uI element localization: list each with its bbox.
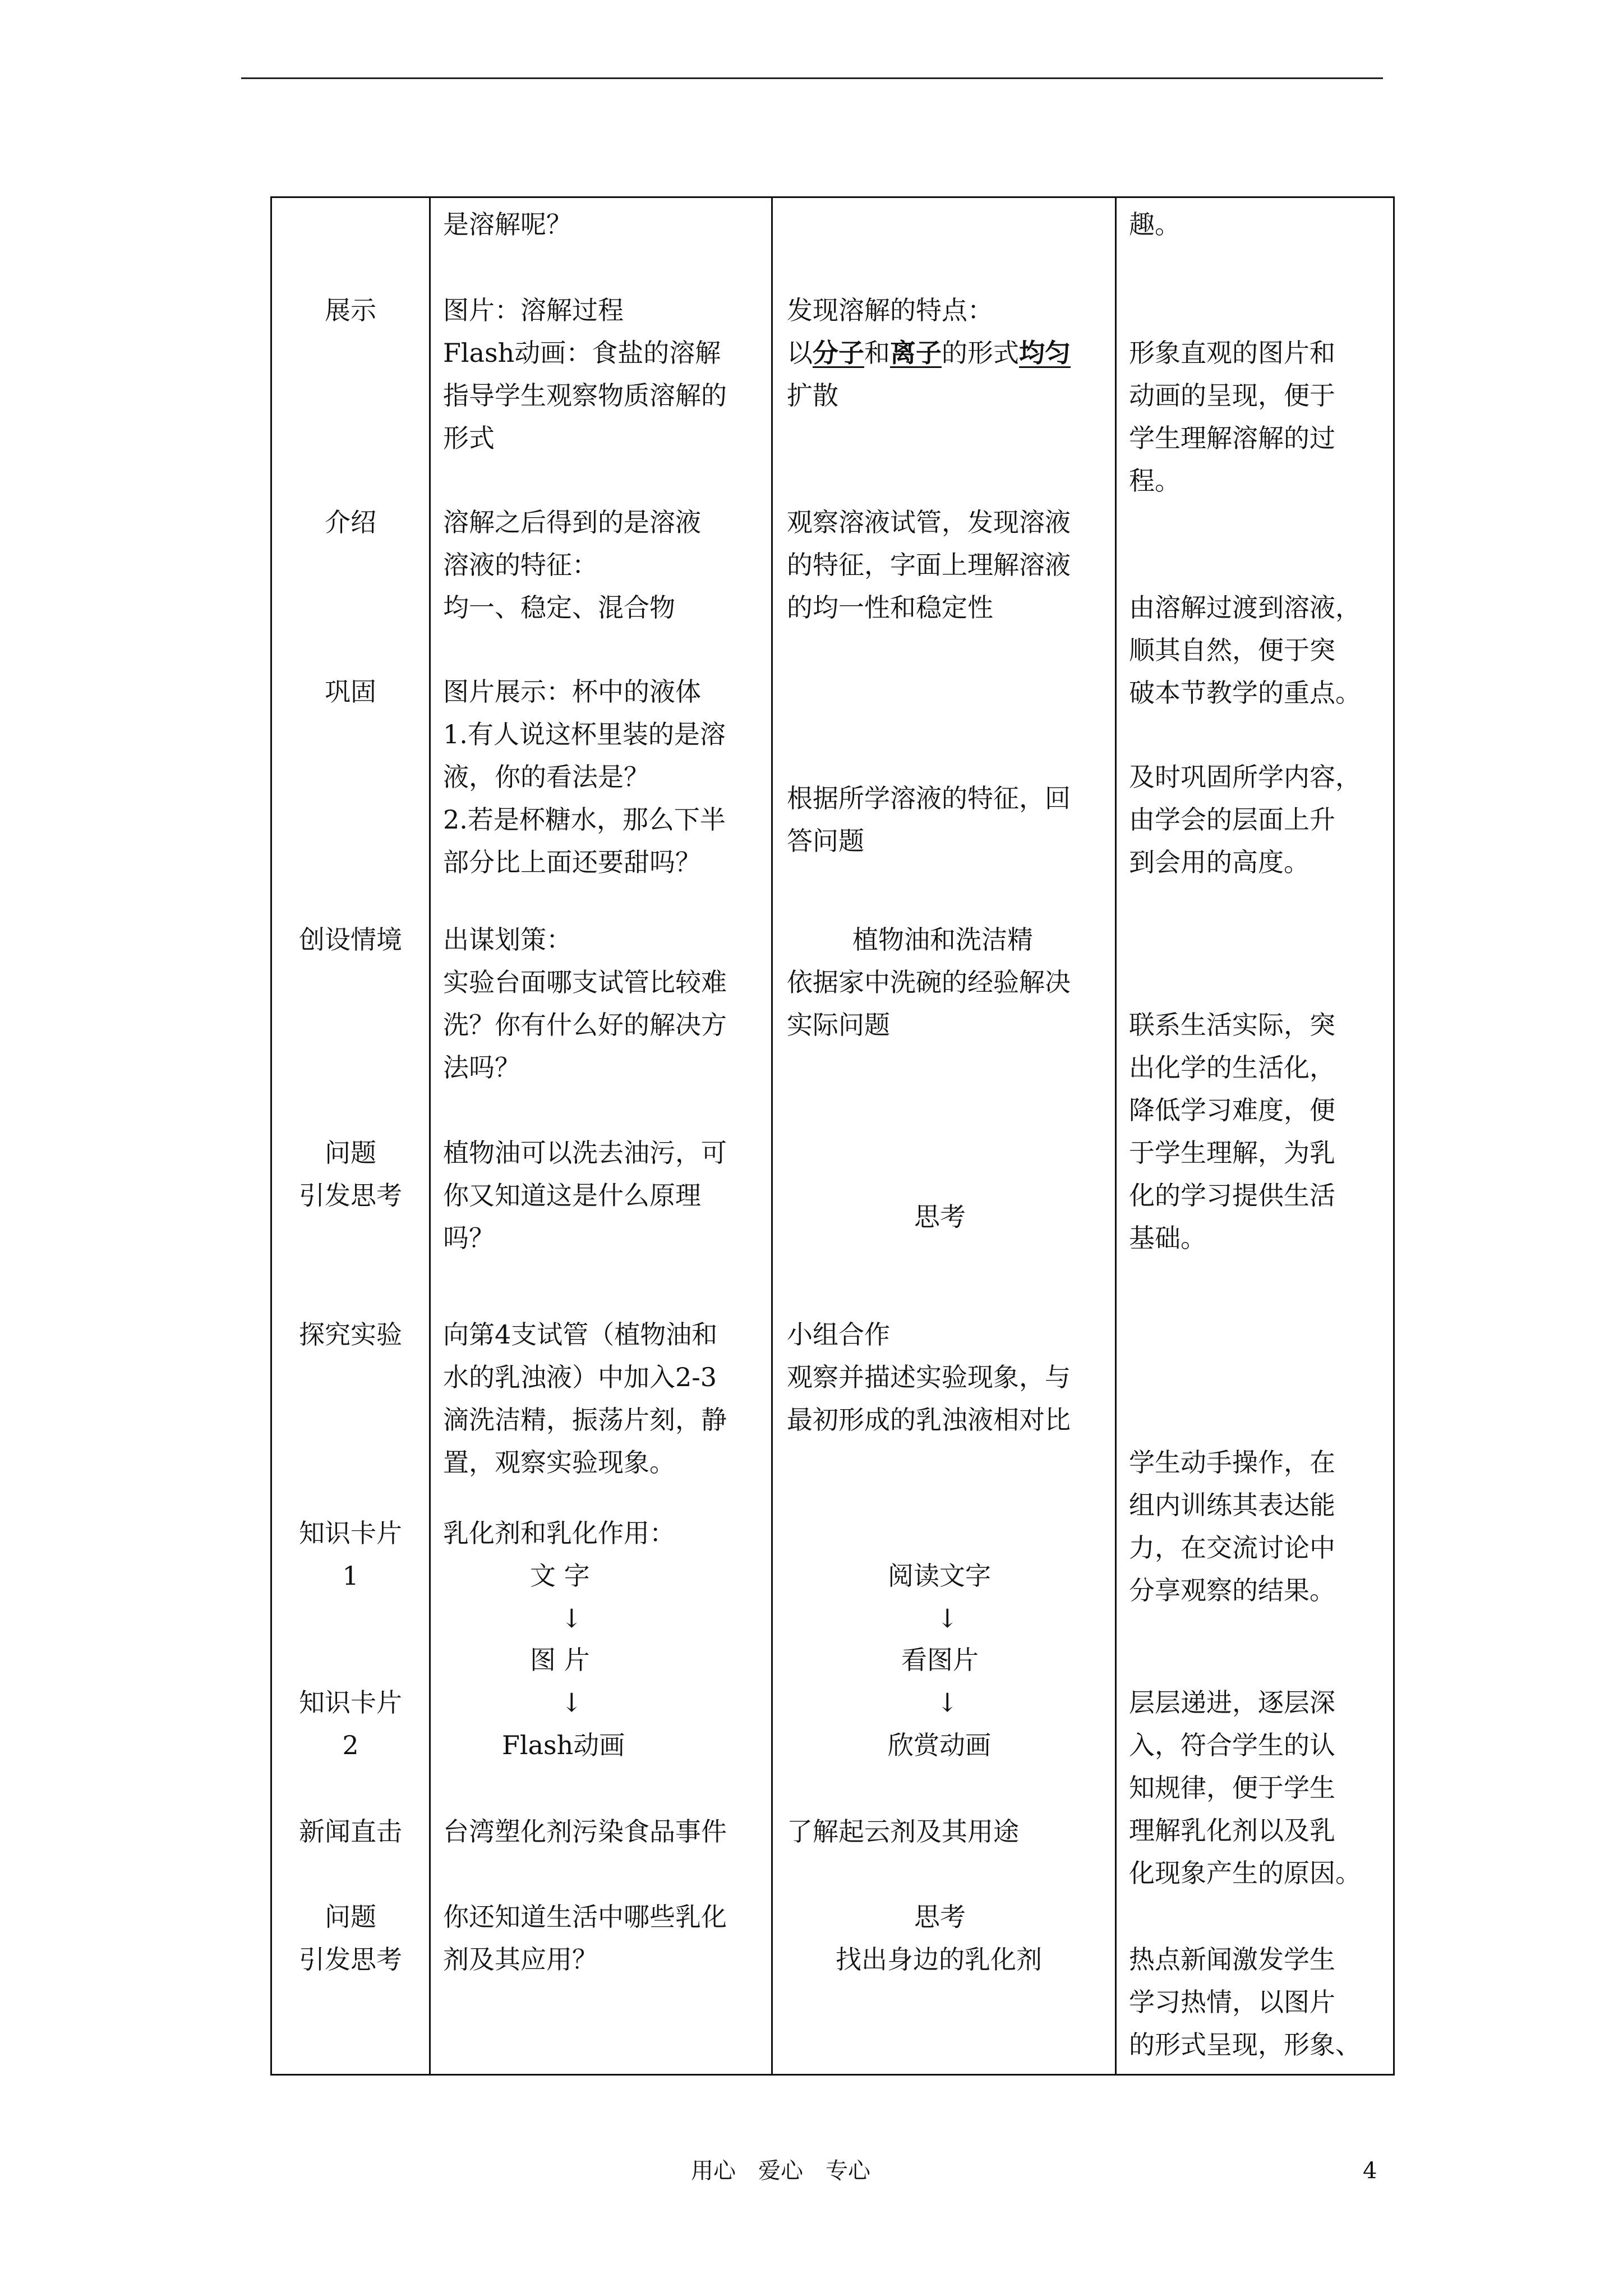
teacher-text: 洗？你有什么好的解决方	[443, 1010, 727, 1040]
intent-text: 的形式呈现，形象、	[1129, 2030, 1361, 2060]
teacher-text: 向第4支试管（植物油和	[443, 1319, 718, 1350]
intent-text: 由学会的层面上升	[1129, 804, 1335, 835]
student-text: 小组合作	[787, 1319, 890, 1350]
intent-text: 由溶解过渡到溶液，	[1129, 592, 1361, 623]
stage-label: 新闻直击	[299, 1816, 402, 1847]
student-text: 最初形成的乳浊液相对比	[787, 1405, 1071, 1435]
intent-text: 基础。	[1129, 1223, 1206, 1253]
column-divider-2	[771, 198, 773, 2074]
stage-label: 知识卡片	[299, 1687, 402, 1718]
intent-text: 力，在交流讨论中	[1129, 1533, 1335, 1563]
intent-text: 趣。	[1129, 209, 1181, 240]
teacher-text: 是溶解呢？	[443, 209, 572, 240]
intent-text: 化现象产生的原因。	[1129, 1858, 1361, 1888]
stage-label: 1	[342, 1561, 359, 1591]
lesson-plan-table	[270, 196, 1395, 2076]
intent-text: 分享观察的结果。	[1129, 1575, 1335, 1605]
student-text-mixed: 以分子和离子的形式均匀	[787, 338, 1071, 368]
teacher-text: 液，你的看法是？	[443, 762, 649, 792]
intent-text: 及时巩固所学内容，	[1129, 762, 1361, 792]
down-arrow-icon: ↓	[937, 1687, 958, 1718]
stage-label: 2	[342, 1730, 359, 1760]
intent-text: 学生理解溶解的过	[1129, 423, 1335, 453]
student-text: 观察并描述实验现象，与	[787, 1362, 1071, 1392]
teacher-text: 溶解之后得到的是溶液	[443, 507, 701, 537]
student-text: 依据家中洗碗的经验解决	[787, 967, 1071, 997]
intent-text: 理解乳化剂以及乳	[1129, 1815, 1335, 1846]
intent-text: 知规律，便于学生	[1129, 1773, 1335, 1803]
teacher-text: 水的乳浊液）中加入2-3	[443, 1362, 717, 1392]
teacher-text: 出谋划策：	[443, 924, 572, 955]
stage-label: 创设情境	[299, 924, 402, 955]
student-text: 发现溶解的特点：	[787, 295, 993, 325]
teacher-text: 植物油可以洗去油污，可	[443, 1138, 727, 1168]
stage-label: 展示	[325, 295, 376, 325]
teacher-text: 置，观察实验现象。	[443, 1447, 675, 1478]
student-text: 思考	[914, 1902, 966, 1932]
teacher-text: 图片展示：杯中的液体	[443, 677, 701, 707]
student-text: 答问题	[787, 826, 864, 856]
flow-step: 看图片	[901, 1645, 979, 1675]
student-text: 植物油和洗洁精	[852, 924, 1033, 955]
intent-text: 层层递进，逐层深	[1129, 1687, 1335, 1718]
teacher-text: 吗？	[443, 1223, 495, 1253]
intent-text: 破本节教学的重点。	[1129, 678, 1361, 708]
teacher-text: 滴洗洁精，振荡片刻，静	[443, 1405, 727, 1435]
flow-step: 图 片	[530, 1645, 590, 1675]
student-text: 找出身边的乳化剂	[836, 1944, 1042, 1975]
teacher-text: 部分比上面还要甜吗？	[443, 847, 701, 877]
stage-label: 引发思考	[299, 1180, 402, 1211]
intent-text: 动画的呈现，便于	[1129, 380, 1335, 411]
down-arrow-icon: ↓	[561, 1687, 583, 1718]
teacher-text: Flash动画：食盐的溶解	[443, 338, 721, 368]
stage-label: 引发思考	[299, 1944, 402, 1975]
stage-label: 探究实验	[299, 1319, 402, 1350]
student-text: 了解起云剂及其用途	[787, 1816, 1019, 1847]
teacher-text: 图片：溶解过程	[443, 295, 624, 325]
intent-text: 联系生活实际，突	[1129, 1010, 1335, 1040]
stage-label: 巩固	[325, 677, 376, 707]
flow-step: 欣赏动画	[888, 1730, 991, 1760]
down-arrow-icon: ↓	[937, 1603, 958, 1634]
intent-text: 化的学习提供生活	[1129, 1180, 1335, 1211]
intent-text: 入，符合学生的认	[1129, 1730, 1335, 1760]
student-text: 扩散	[787, 380, 838, 411]
intent-text: 热点新闻激发学生	[1129, 1944, 1335, 1975]
intent-text: 顺其自然，便于突	[1129, 635, 1335, 665]
intent-text: 组内训练其表达能	[1129, 1490, 1335, 1520]
intent-text: 学习热情，以图片	[1129, 1987, 1335, 2017]
flow-step: Flash动画	[502, 1730, 625, 1760]
stage-label: 问题	[325, 1902, 376, 1932]
intent-text: 出化学的生活化，	[1129, 1052, 1335, 1083]
teacher-text: 1.有人说这杯里装的是溶	[443, 719, 726, 749]
teacher-text: 溶液的特征：	[443, 550, 598, 580]
footer-motto: 用心 爱心 专心	[691, 2158, 870, 2184]
flow-step: 文 字	[530, 1561, 590, 1591]
teacher-text: 乳化剂和乳化作用：	[443, 1518, 675, 1548]
teacher-text: 剂及其应用？	[443, 1944, 598, 1975]
intent-text: 于学生理解，为乳	[1129, 1138, 1335, 1168]
teacher-text: 你还知道生活中哪些乳化	[443, 1902, 727, 1932]
intent-text: 形象直观的图片和	[1129, 338, 1335, 368]
intent-text: 学生动手操作，在	[1129, 1447, 1335, 1478]
student-text: 的特征，字面上理解溶液	[787, 550, 1071, 580]
student-text: 的均一性和稳定性	[787, 592, 993, 623]
teacher-text: 形式	[443, 423, 495, 453]
stage-label: 问题	[325, 1138, 376, 1168]
teacher-text: 2.若是杯糖水，那么下半	[443, 804, 726, 835]
stage-label: 知识卡片	[299, 1518, 402, 1548]
student-text: 思考	[914, 1202, 966, 1232]
stage-label: 介绍	[325, 507, 376, 537]
teacher-text: 台湾塑化剂污染食品事件	[443, 1816, 727, 1847]
student-text: 观察溶液试管，发现溶液	[787, 507, 1071, 537]
down-arrow-icon: ↓	[561, 1603, 583, 1634]
page-number: 4	[1363, 2158, 1377, 2184]
teacher-text: 实验台面哪支试管比较难	[443, 967, 727, 997]
intent-text: 到会用的高度。	[1129, 847, 1310, 877]
flow-step: 阅读文字	[888, 1561, 991, 1591]
teacher-text: 均一、稳定、混合物	[443, 592, 675, 623]
column-divider-1	[429, 198, 431, 2074]
teacher-text: 你又知道这是什么原理	[443, 1180, 701, 1211]
student-text: 根据所学溶液的特征，回	[787, 783, 1071, 813]
intent-text: 程。	[1129, 466, 1181, 496]
column-divider-3	[1115, 198, 1117, 2074]
header-rule	[241, 77, 1383, 79]
teacher-text: 指导学生观察物质溶解的	[443, 380, 727, 411]
student-text: 实际问题	[787, 1010, 890, 1040]
intent-text: 降低学习难度，便	[1129, 1095, 1335, 1125]
teacher-text: 法吗？	[443, 1052, 520, 1083]
